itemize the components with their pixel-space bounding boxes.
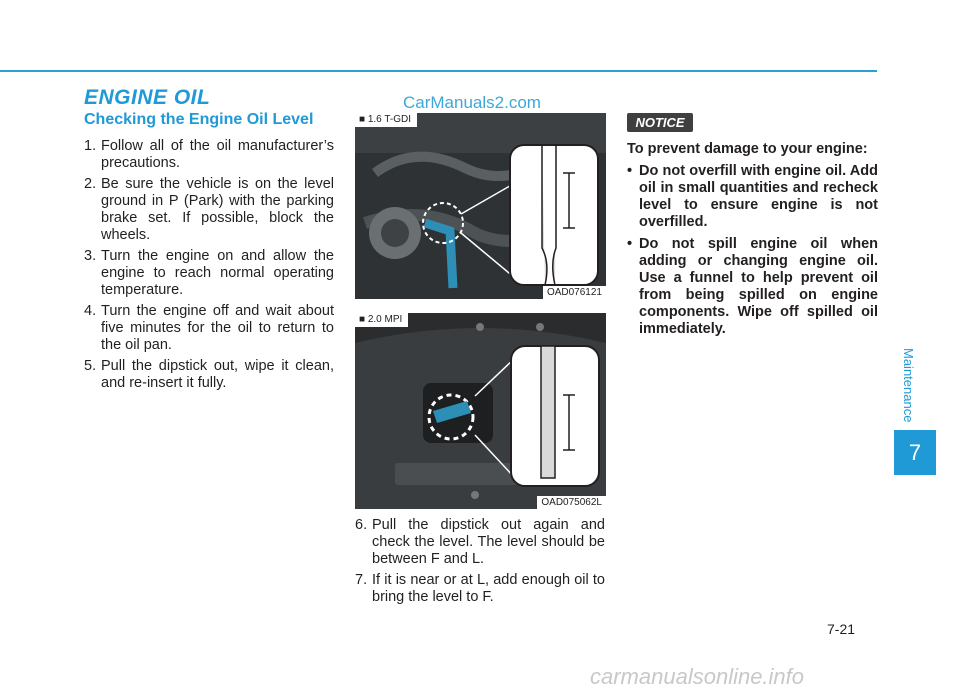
sidebar-section-label: Maintenance bbox=[901, 347, 916, 423]
chapter-tab: 7 bbox=[894, 430, 936, 475]
figure-code: OAD075062L bbox=[537, 496, 606, 509]
figure-engine-2-0-mpi bbox=[355, 313, 606, 509]
step-item: 6. Pull the dipstick out again and check the level. The level should be between F and L. bbox=[355, 517, 605, 567]
steps-column-mid bbox=[355, 517, 605, 610]
footer-watermark: carmanualsonline.info bbox=[590, 664, 805, 689]
page-number: 7-21 bbox=[827, 621, 856, 637]
notice-badge: NOTICE bbox=[627, 113, 693, 132]
step-item: 4. Turn the engine off and wait about five minutes for the oil to return to the oil pan. bbox=[84, 303, 334, 353]
watermark-text: CarManuals2.com bbox=[403, 93, 541, 112]
header-rule bbox=[0, 70, 877, 72]
step-item: 1. Follow all of the oil manufacturer’s precautions. bbox=[84, 138, 334, 171]
notice-item: • Do not spill engine oil when adding or changing engine oil. Use a funnel to help prevent oil from being spilled on engine components. Wipe off spilled oil immediately. bbox=[627, 236, 878, 337]
bullet-icon: • bbox=[627, 163, 633, 179]
figure-label: ■ 1.6 T-GDI bbox=[355, 113, 417, 127]
engine-cover-illustration bbox=[355, 313, 606, 509]
step-item: 3. Turn the engine on and allow the engine to reach normal operating temperature. bbox=[84, 248, 334, 298]
notice-item: • Do not overfill with engine oil. Add oil in small quantities and recheck level to ensure engine is not overfilled. bbox=[627, 163, 878, 230]
bullet-icon: • bbox=[627, 236, 633, 252]
notice-heading: To prevent damage to your engine: bbox=[627, 141, 868, 157]
section-title: ENGINE OIL bbox=[84, 86, 211, 109]
figure-label: ■ 2.0 MPI bbox=[355, 313, 408, 327]
figure-engine-1-6-tgdi bbox=[355, 113, 606, 299]
notice-column bbox=[627, 141, 878, 343]
step-item: 2. Be sure the vehicle is on the level ground in P (Park) with the parking brake set. If possible, block the wheels. bbox=[84, 176, 334, 243]
engine-bay-illustration bbox=[355, 113, 606, 299]
step-item: 7. If it is near or at L, add enough oil to bring the level to F. bbox=[355, 572, 605, 605]
step-item: 5. Pull the dipstick out, wipe it clean, and re-insert it fully. bbox=[84, 358, 334, 391]
figure-code: OAD076121 bbox=[543, 286, 606, 299]
subhead-title: Checking the Engine Oil Level bbox=[84, 111, 314, 128]
steps-column-left bbox=[84, 138, 334, 396]
